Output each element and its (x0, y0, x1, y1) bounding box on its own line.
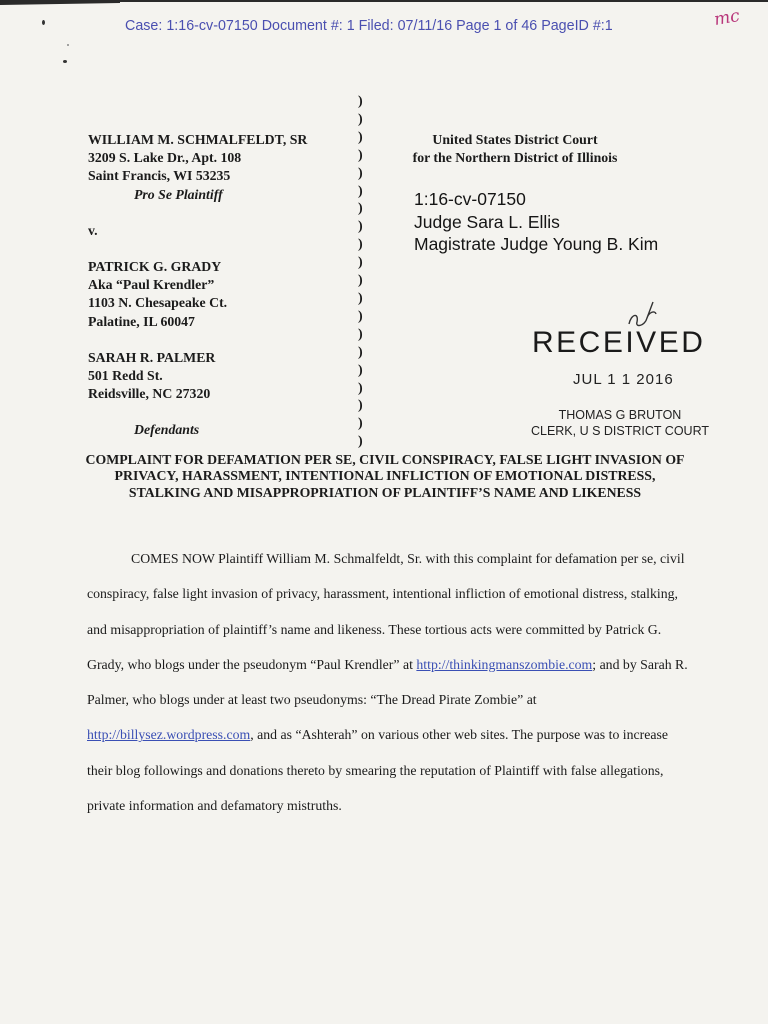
scan-mark (67, 44, 69, 46)
case-header: Case: 1:16-cv-07150 Document #: 1 Filed: 07/11/16 Page 1 of 46 PageID #:1 (125, 18, 613, 34)
received-stamp: RECEIVED (532, 326, 706, 359)
case-number: 1:16-cv-07150 (414, 189, 526, 209)
versus: v. (88, 222, 98, 238)
paren: ) (358, 380, 363, 396)
link-billysez[interactable]: http://billysez.wordpress.com (87, 727, 251, 743)
link-thinkingmanszombie[interactable]: http://thinkingmanszombie.com (416, 656, 593, 672)
page-top-edge-shadow (0, 0, 120, 5)
paren: ) (358, 398, 363, 414)
paren: ) (358, 344, 363, 360)
judge: Judge Sara L. Ellis (414, 211, 560, 232)
court-line2: for the Northern District of Illinois (412, 150, 618, 165)
complaint-title: COMPLAINT FOR DEFAMATION PER SE, CIVIL CONSPIRACY, FALSE LIGHT INVASION OF PRIVACY, HARASSMENT, INTENTIONAL INFLICTION OF EMOTIONAL DISTRESS, STALKING AND MISAPPROPRIATION OF PLAINTIFF’S NAME AND LIKENESS (85, 452, 685, 500)
scan-mark (63, 60, 67, 63)
plaintiff-role: Pro Se Plaintiff (134, 186, 223, 202)
caption-parties (88, 131, 307, 440)
body-text-part2: ; and by Sarah R. Palmer, who blogs under at least two pseudonyms: “The Dread Pirate Zombie” at (87, 656, 688, 708)
plaintiff-address-line2: Saint Francis, WI 53235 (88, 168, 231, 184)
handwritten-initials: mc (712, 5, 742, 31)
defendant2-address-line2: Reidsville, NC 27320 (88, 386, 211, 402)
defendant2-address-line1: 501 Redd St. (88, 368, 163, 384)
paren: ) (358, 129, 363, 145)
paren: ) (358, 290, 363, 306)
paren: ) (358, 183, 363, 199)
magistrate-judge: Magistrate Judge Young B. Kim (414, 234, 659, 254)
received-date: JUL 1 1 2016 (573, 371, 674, 388)
complaint-body (87, 541, 689, 823)
court-name (400, 131, 630, 167)
paren: ) (358, 219, 363, 235)
body-text-part3: , and as “Ashterah” on various other web sites. The purpose was to increase their blog followings and donations thereto by smearing the reputation of Plaintiff with false allegations, private information and defamatory mistruths. (87, 727, 668, 814)
paren: ) (358, 434, 363, 450)
paren: ) (358, 362, 363, 378)
paren: ) (358, 308, 363, 324)
defendant1-aka: Aka “Paul Krendler” (88, 277, 215, 293)
paren: ) (358, 273, 363, 289)
case-info-stamp (414, 188, 658, 256)
paren: ) (358, 147, 363, 163)
clerk-block (525, 407, 715, 439)
paren: ) (358, 111, 363, 127)
plaintiff-address-line1: 3209 S. Lake Dr., Apt. 108 (88, 150, 242, 166)
paren: ) (358, 255, 363, 271)
defendant1-address-line2: Palatine, IL 60047 (88, 313, 195, 329)
paren: ) (358, 237, 363, 253)
plaintiff-name: WILLIAM M. SCHMALFELDT, SR (88, 132, 308, 147)
defendant1-name: PATRICK G. GRADY (88, 259, 222, 275)
clerk-title: CLERK, U S DISTRICT COURT (530, 424, 710, 438)
defendant2-name: SARAH R. PALMER (88, 349, 216, 365)
defendant1-address-line1: 1103 N. Chesapeake Ct. (88, 295, 228, 311)
body-text-part1: COMES NOW Plaintiff William M. Schmalfeldt, Sr. with this complaint for defamation per se, civil conspiracy, false light invasion of privacy, harassment, intentional infliction of emotional distress, stalking, and misappropriation of plaintiff’s name and likeness. These tortious acts were committed by Patrick G. Grady, who blogs under the pseudonym “Paul Krendler” at (87, 551, 685, 672)
paren: ) (358, 201, 363, 217)
paren: ) (358, 94, 363, 109)
caption-parenthesis-column (358, 93, 363, 451)
clerk-name: THOMAS G BRUTON (558, 408, 682, 422)
court-line1: United States District Court (432, 132, 598, 147)
paren: ) (358, 416, 363, 432)
defendants-label: Defendants (134, 422, 200, 438)
scan-mark (42, 20, 45, 25)
paren: ) (358, 326, 363, 342)
paren: ) (358, 165, 363, 181)
